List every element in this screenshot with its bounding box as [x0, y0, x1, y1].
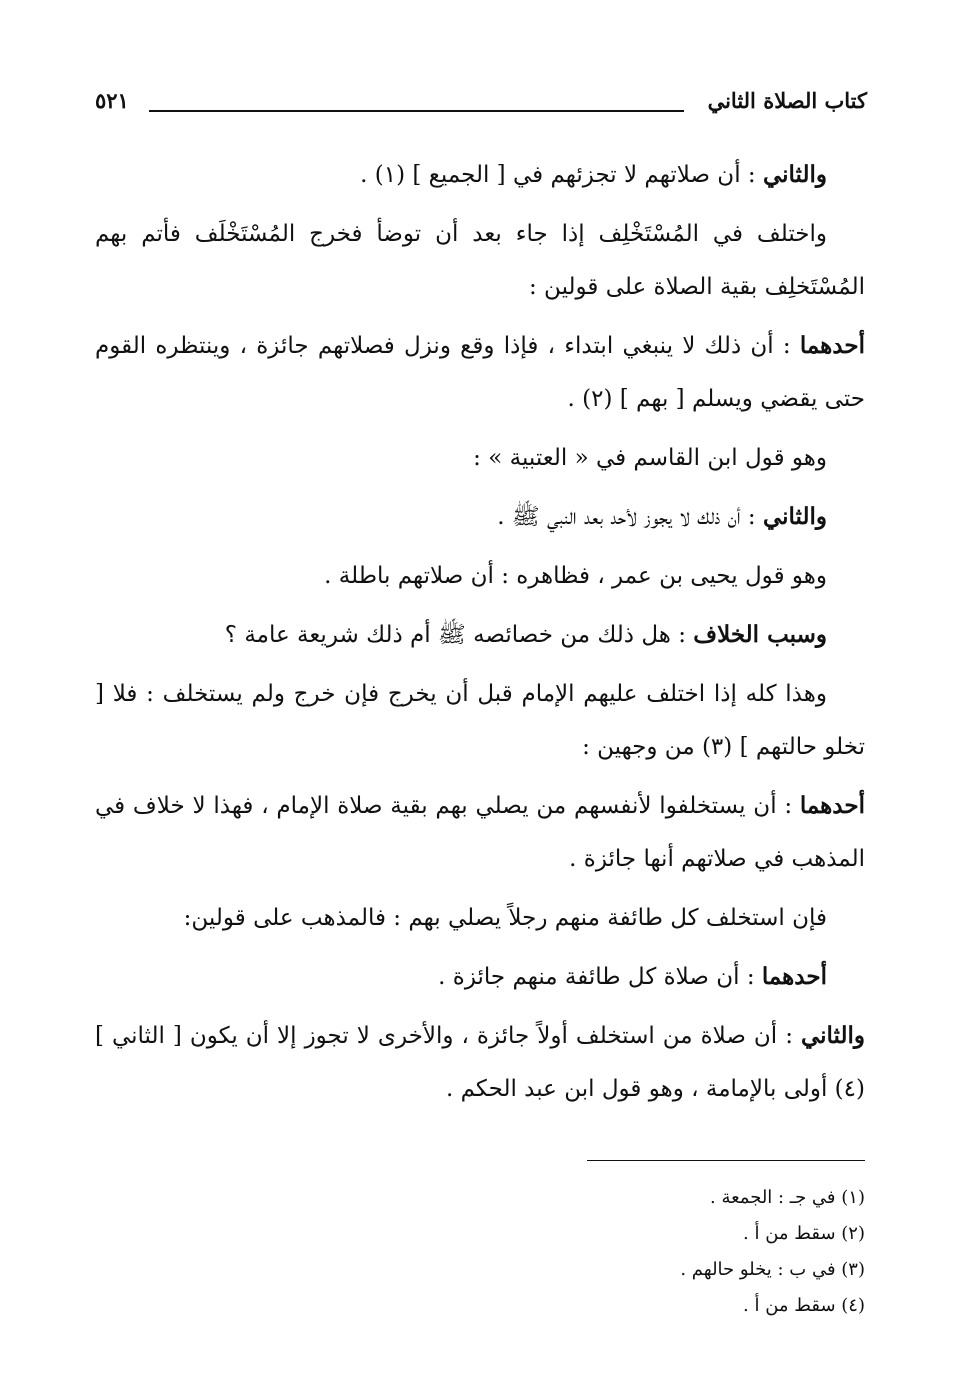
paragraph-text: وهذا كله إذا اختلف عليهم الإمام قبل أن يخرج فإن خرج ولم يستخلف : فلا [ تخلو حالتهم ] (٣) من وجهين : — [95, 681, 865, 760]
footnote: (٢) سقط من أ . — [743, 1223, 865, 1244]
paragraph-lead: والثاني — [762, 503, 827, 530]
paragraph-text: : أن يستخلفوا لأنفسهم من يصلي بهم بقية صلاة الإمام ، فهذا لا خلاف في المذهب في صلاتهم أنها جائزة . — [95, 793, 865, 872]
paragraph — [95, 779, 865, 886]
footnote: (٣) في ب : يخلو حالهم . — [680, 1259, 865, 1280]
paragraph-text: : أن صلاة كل طائفة منهم جائزة . — [438, 964, 762, 990]
paragraph — [95, 1009, 865, 1116]
paragraph-text: فإن استخلف كل طائفة منهم رجلاً يصلي بهم : فالمذهب على قولين: — [183, 905, 827, 931]
paragraph-lead: والثاني — [800, 1022, 865, 1049]
paragraph — [95, 667, 865, 774]
paragraph — [95, 148, 865, 202]
header-rule — [149, 110, 684, 112]
paragraph — [95, 319, 865, 426]
paragraph — [95, 608, 865, 662]
paragraph-text: وهو قول ابن القاسم في « العتبية » : — [473, 445, 827, 471]
paragraph-text: وهو قول يحيى بن عمر ، فظاهره : أن صلاتهم باطلة . — [324, 563, 827, 589]
paragraph — [95, 950, 865, 1004]
paragraph — [95, 891, 865, 945]
main-text — [95, 148, 865, 1121]
paragraph-text: واختلف في المُسْتَخْلِف إذا جاء بعد أن توضأ فخرج المُسْتَخْلَف فأتم بهم المُسْتَخلِف بقية الصلاة على قولين : — [95, 221, 865, 300]
paragraph-lead: وسبب الخلاف — [693, 621, 827, 648]
footnote: (٤) سقط من أ . — [743, 1295, 865, 1316]
paragraph-text: : أن ذلك لا يجوز لأحد بعد النبي ﷺ . — [497, 504, 763, 530]
paragraph-lead: أحدهما — [761, 963, 827, 990]
paragraph-lead: أحدهما — [799, 332, 865, 359]
paragraph — [95, 431, 865, 485]
paragraph-text: : أن ذلك لا ينبغي ابتداء ، فإذا وقع ونزل فصلاتهم جائزة ، وينتظره القوم حتى يقضي ويسلم [ بهم ] (٢) . — [95, 333, 865, 412]
page-number: ٥٢١ — [95, 88, 129, 113]
running-header — [95, 88, 867, 128]
footnote-separator — [587, 1160, 865, 1161]
paragraph-lead: أحدهما — [799, 792, 865, 819]
paragraph — [95, 207, 865, 314]
paragraph-text: : هل ذلك من خصائصه ﷺ أم ذلك شريعة عامة ؟ — [224, 622, 694, 648]
footnotes — [365, 1180, 865, 1324]
chapter-title: كتاب الصلاة الثاني — [707, 88, 867, 113]
paragraph-lead: والثاني — [762, 161, 827, 188]
paragraph-text: : أن صلاتهم لا تجزئهم في [ الجميع ] (١) . — [360, 162, 763, 188]
paragraph — [95, 549, 865, 603]
paragraph-text: : أن صلاة من استخلف أولاً جائزة ، والأخرى لا تجوز إلا أن يكون [ الثاني ] (٤) أولى بالإمامة ، وهو قول ابن عبد الحكم . — [95, 1023, 865, 1102]
paragraph — [95, 490, 865, 544]
footnote: (١) في جـ : الجمعة . — [710, 1187, 865, 1208]
